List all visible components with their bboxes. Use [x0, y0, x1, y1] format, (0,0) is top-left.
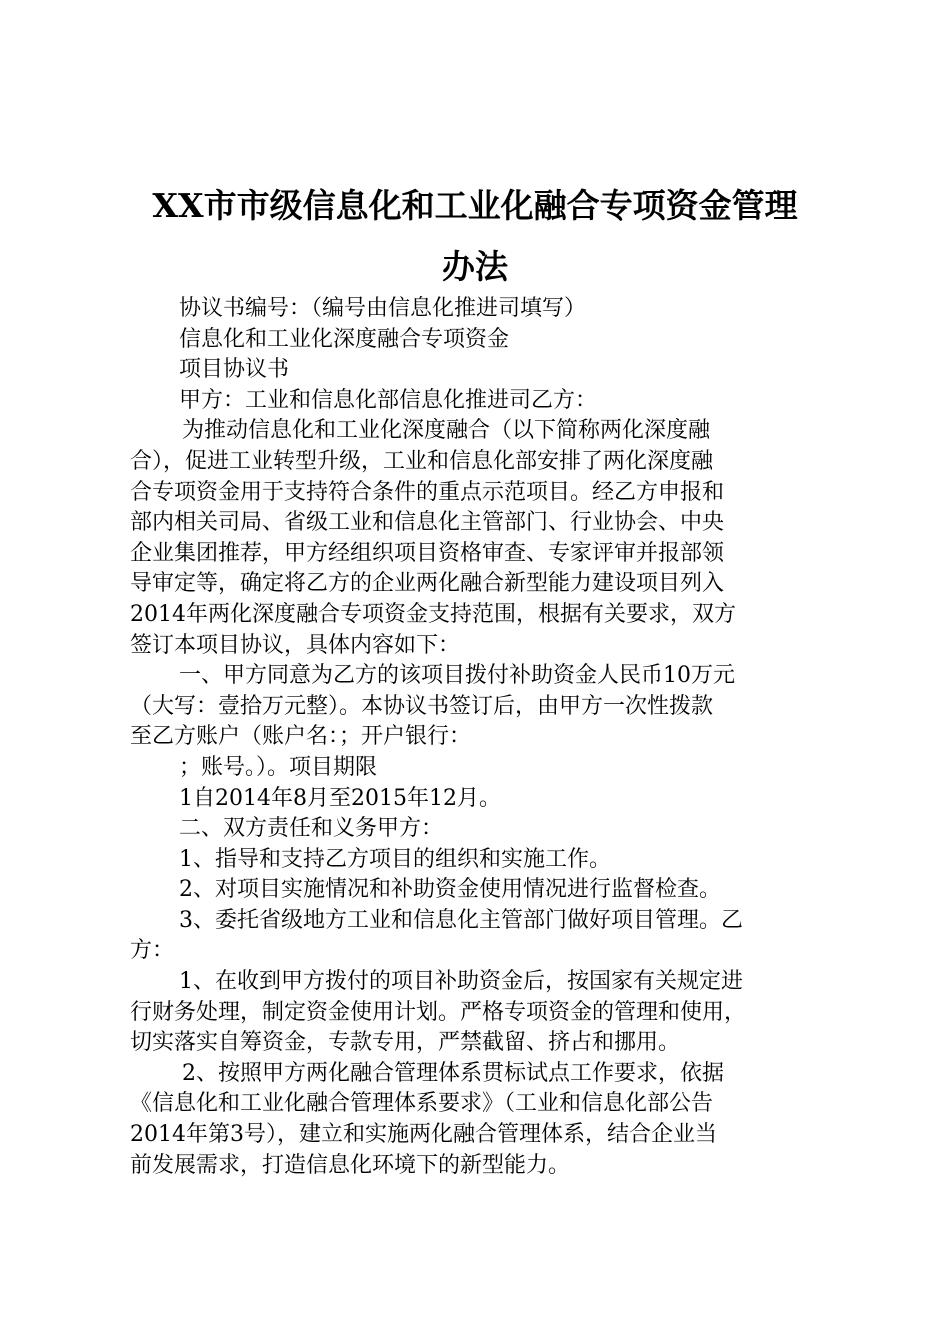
document-title-line-1: XX市市级信息化和工业化融合专项资金管理 — [152, 186, 798, 225]
paragraph-line: 合专项资金用于支持符合条件的重点示范项目。经乙方申报和 — [130, 479, 725, 505]
paragraph-line: 协议书编号：（编号由信息化推进司填写） — [179, 296, 587, 321]
paragraph-line: 2014年两化深度融合专项资金支持范围，根据有关要求，双方 — [130, 601, 736, 627]
document-body — [130, 294, 830, 1181]
paragraph-line: 《信息化和工业化融合管理体系要求》（工业和信息化部公告 — [130, 1091, 714, 1117]
paragraph-line: 合），促进工业转型升级，工业和信息化部安排了两化深度融 — [130, 448, 714, 474]
paragraph-line: 企业集团推荐，甲方经组织项目资格审查、专家评审并报部领 — [130, 540, 725, 566]
paragraph-line: 部内相关司局、省级工业和信息化主管部门、行业协会、中央 — [130, 510, 725, 536]
document-title-line-2: 办法 — [442, 247, 508, 286]
paragraph-line: 二、双方责任和义务甲方： — [179, 816, 444, 842]
paragraph-line: 甲方：工业和信息化部信息化推进司乙方： — [179, 387, 598, 413]
paragraph-line: 至乙方账户（账户名：；开户银行： — [130, 724, 472, 750]
paragraph-line: 行财务处理，制定资金使用计划。严格专项资金的管理和使用， — [130, 999, 747, 1025]
paragraph-line: 为推动信息化和工业化深度融合（以下简称两化深度融 — [182, 418, 711, 444]
paragraph-line: ；账号。）。项目期限 — [179, 754, 378, 780]
paragraph-line: 1自2014年8月至2015年12月。 — [179, 785, 501, 811]
paragraph-line: （大写：壹拾万元整）。本协议书签订后，由甲方一次性拨款 — [130, 693, 714, 719]
paragraph-line: 一、甲方同意为乙方的该项目拨付补助资金人民币10万元 — [179, 663, 735, 689]
paragraph-line: 方： — [130, 938, 175, 964]
paragraph-line: 3、委托省级地方工业和信息化主管部门做好项目管理。乙 — [179, 907, 743, 933]
paragraph-line: 信息化和工业化深度融合专项资金 — [179, 326, 510, 352]
paragraph-line: 项目协议书 — [179, 357, 290, 383]
paragraph-line: 2、对项目实施情况和补助资金使用情况进行监督检查。 — [179, 877, 721, 903]
paragraph-line: 1、指导和支持乙方项目的组织和实施工作。 — [179, 846, 611, 872]
paragraph-line: 2、按照甲方两化融合管理体系贯标试点工作要求，依据 — [182, 1060, 724, 1086]
paragraph-line: 切实落实自筹资金，专款专用，严禁截留、挤占和挪用。 — [130, 1030, 681, 1056]
paragraph-line: 1、在收到甲方拨付的项目补助资金后，按国家有关规定进 — [179, 969, 743, 995]
paragraph-line: 前发展需求，打造信息化环境下的新型能力。 — [130, 1152, 571, 1178]
paragraph-line: 签订本项目协议，具体内容如下： — [130, 632, 461, 658]
paragraph-line: 2014年第3号），建立和实施两化融合管理体系，结合企业当 — [130, 1122, 717, 1148]
paragraph-line: 导审定等，确定将乙方的企业两化融合新型能力建设项目列入 — [130, 571, 725, 597]
